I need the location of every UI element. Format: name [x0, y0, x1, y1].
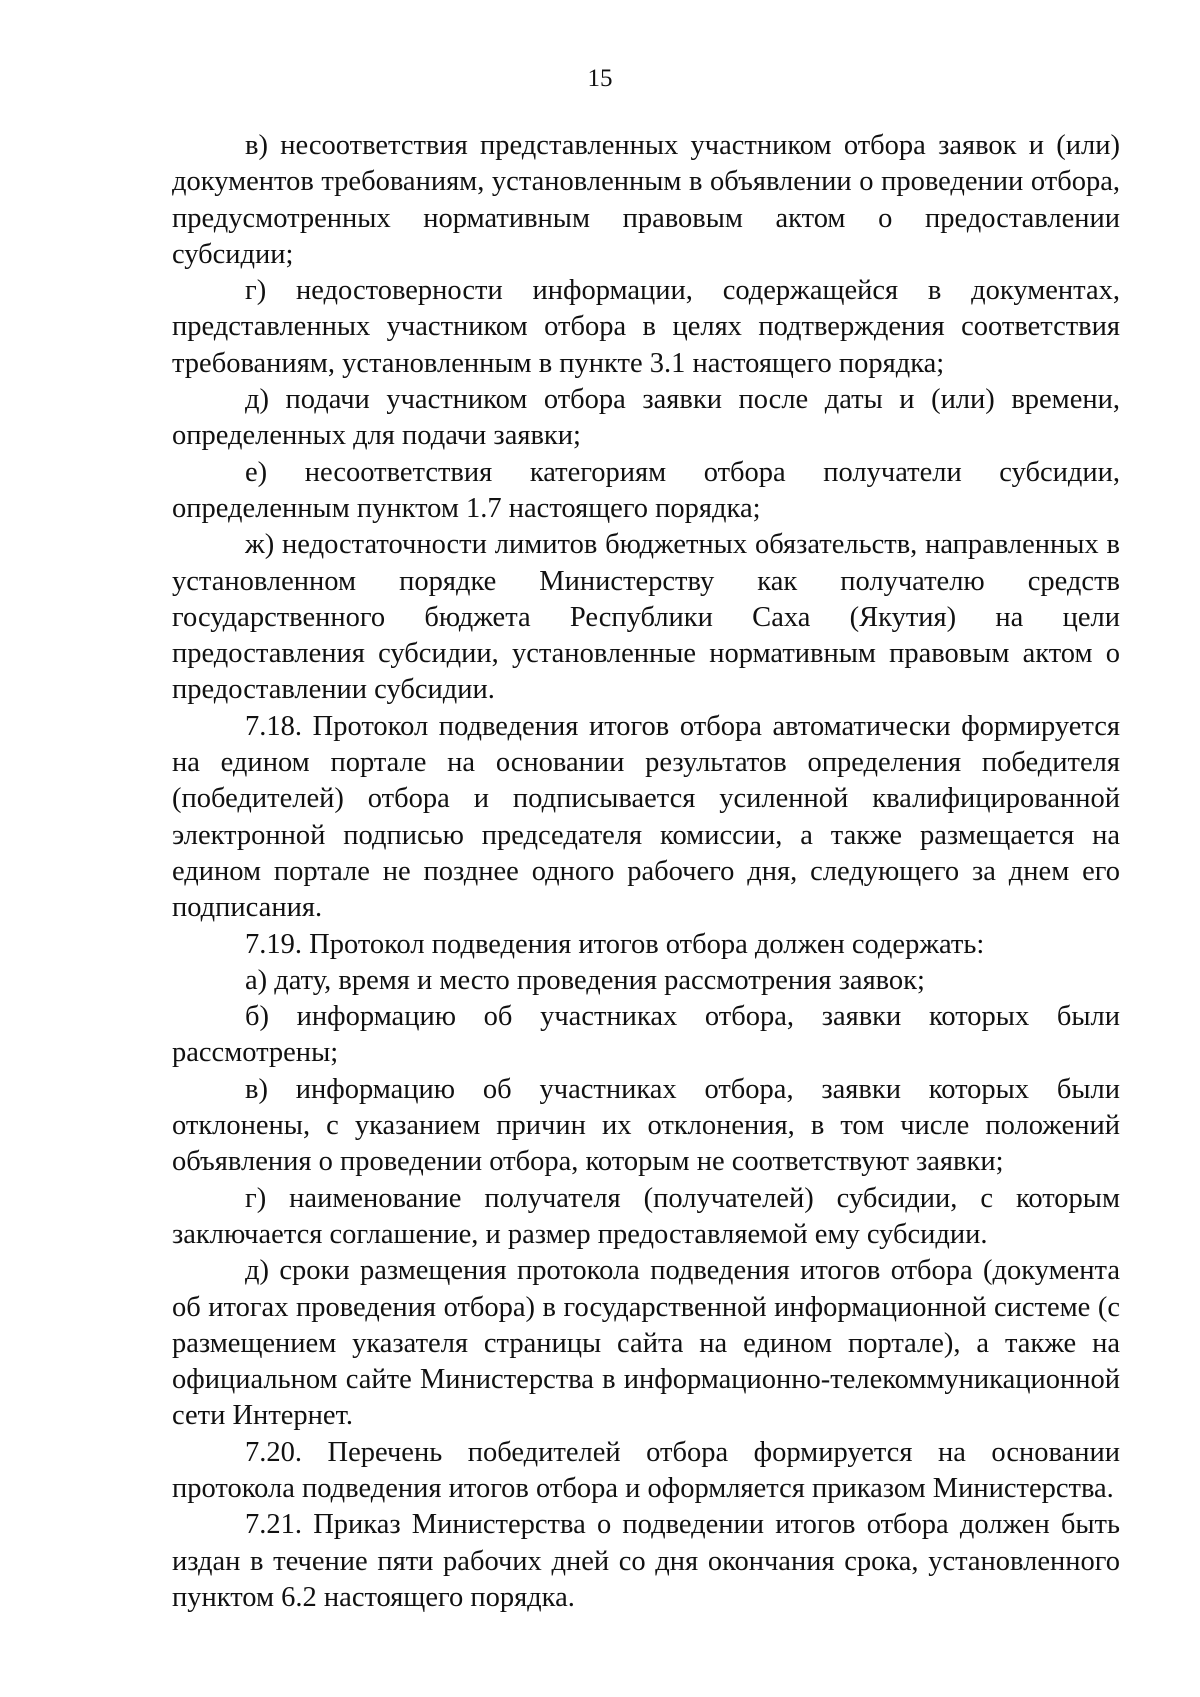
paragraph-item-b-informaciyu: б) информацию об участниках отбора, заявки которых были рассмотрены;: [172, 1001, 1120, 1069]
paragraph-item-d-sroki: д) сроки размещения протокола подведения итогов отбора (документа об итогах проведения отбора) в государственной информационной системе (с размещением указателя страницы сайта на едином портале), а также на официальном сайте Министерства в информационно-телекоммуникационной сети Интернет.: [172, 1255, 1120, 1432]
page-number: 15: [587, 65, 613, 92]
paragraph-7-20: 7.20. Перечень победителей отбора формируется на основании протокола подведения итогов отбора и оформляется приказом Министерства.: [172, 1436, 1120, 1504]
paragraph-item-v-informaciyu: в) информацию об участниках отбора, заявки которых были отклонены, с указанием причин их отклонения, в том числе положений объявления о проведении отбора, которым не соответствуют заявки;: [172, 1073, 1120, 1178]
paragraph-7-19: 7.19. Протокол подведения итогов отбора должен содержать:: [245, 928, 985, 960]
paragraph-item-a-data: а) дату, время и место проведения рассмотрения заявок;: [245, 964, 925, 996]
paragraph-item-zh-nedostatochnosti: ж) недостаточности лимитов бюджетных обязательств, направленных в установленном порядке Министерству как получателю средств государственного бюджета Республики Саха (Якутия) на цели предоставления субсидии, установленные нормативным правовым актом о предоставлении субсидии.: [172, 529, 1120, 706]
paragraph-item-e-nesootvetstviya: е) несоответствия категориям отбора получатели субсидии, определенным пунктом 1.7 настоящего порядка;: [172, 456, 1120, 524]
paragraph-7-18: 7.18. Протокол подведения итогов отбора автоматически формируется на едином портале на основании результатов определения победителя (победителей) отбора и подписывается усиленной квалифицированной электронной подписью председателя комиссии, а также размещается на едином портале не позднее одного рабочего дня, следующего за днем его подписания.: [172, 710, 1120, 924]
document-body: [172, 128, 1120, 1616]
paragraph-7-21: 7.21. Приказ Министерства о подведении итогов отбора должен быть издан в течение пяти рабочих дней со дня окончания срока, установленного пунктом 6.2 настоящего порядка.: [172, 1509, 1120, 1613]
paragraph-item-v-nesootvetstviya: в) несоответствия представленных участником отбора заявок и (или) документов требованиям, установленным в объявлении о проведении отбора, предусмотренных нормативным правовым актом о предоставлении субсидии;: [172, 130, 1120, 270]
paragraph-item-g-nedostovernosti: г) недостоверности информации, содержащейся в документах, представленных участником отбора в целях подтверждения соответствия требованиям, установленным в пункте 3.1 настоящего порядка;: [172, 275, 1120, 379]
paragraph-item-g-naimenovanie: г) наименование получателя (получателей) субсидии, с которым заключается соглашение, и размер предоставляемой ему субсидии.: [172, 1182, 1120, 1250]
paragraph-item-d-podachi: д) подачи участником отбора заявки после даты и (или) времени, определенных для подачи заявки;: [172, 384, 1120, 452]
